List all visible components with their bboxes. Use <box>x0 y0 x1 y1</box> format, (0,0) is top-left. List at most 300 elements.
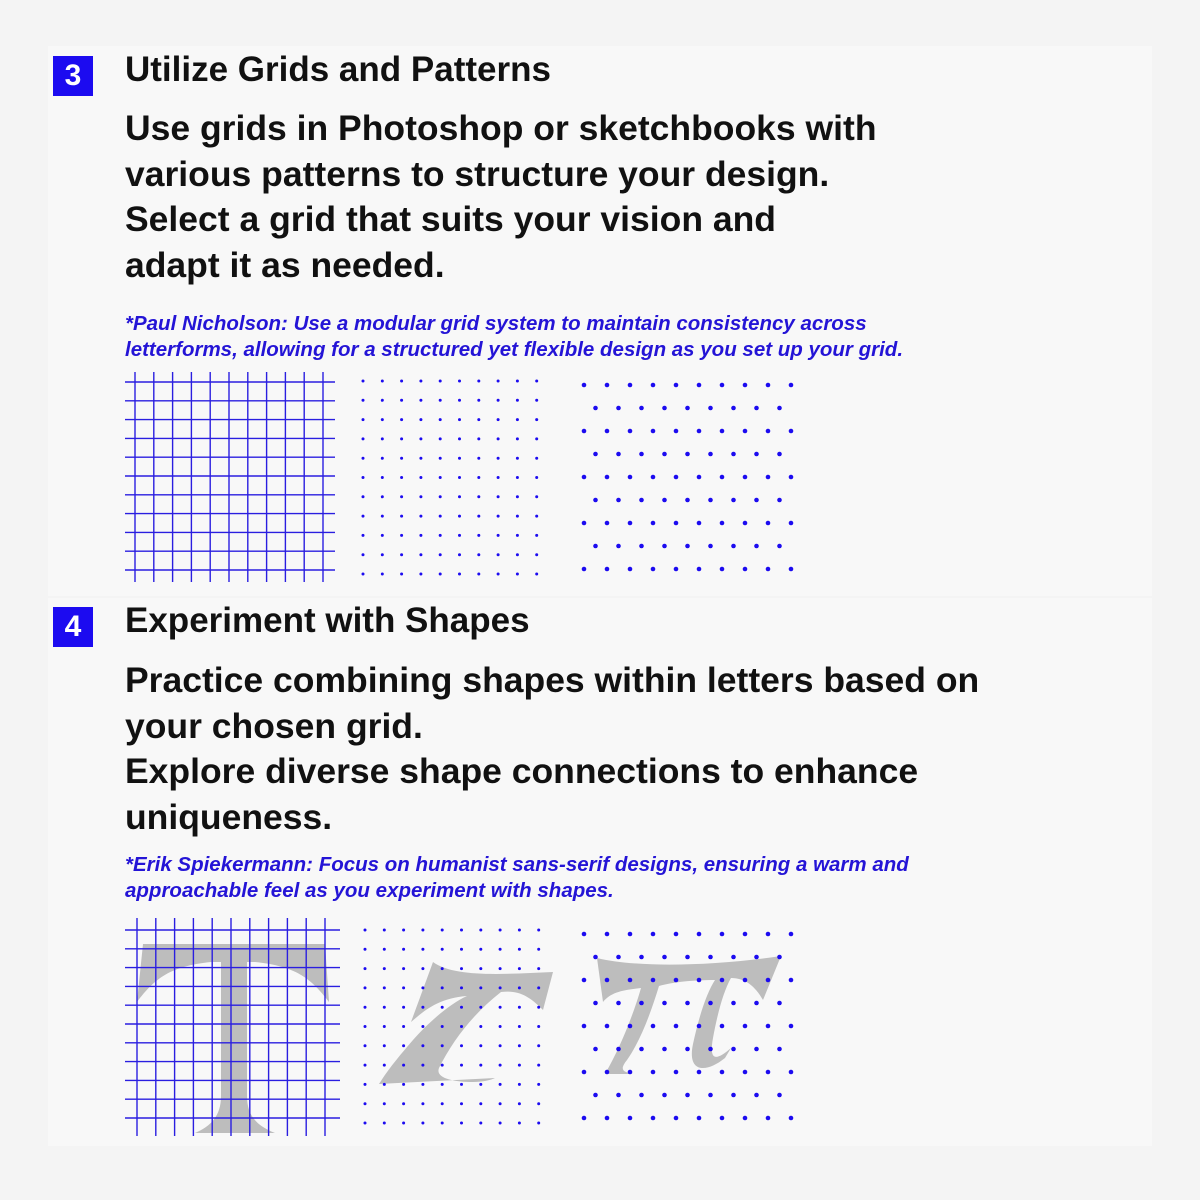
grid-dot <box>497 553 500 556</box>
grid-dot <box>499 1006 502 1009</box>
grid-dot <box>439 399 442 402</box>
grid-dot <box>458 495 461 498</box>
grid-dot <box>518 948 521 951</box>
grid-dot <box>516 534 519 537</box>
grid-dot <box>662 544 667 549</box>
grid-dot <box>460 1083 463 1086</box>
grid-dot <box>628 978 633 983</box>
grid-dot <box>697 1116 702 1121</box>
grid-dot <box>460 1122 463 1125</box>
grid-dot <box>364 986 367 989</box>
grid-dot <box>479 929 482 932</box>
section-heading: Utilize Grids and Patterns <box>125 50 551 89</box>
grid-dot <box>441 1025 444 1028</box>
grid-dot <box>651 475 656 480</box>
grid-dot <box>460 1102 463 1105</box>
grid-dot <box>479 1044 482 1047</box>
grid-dot <box>685 1047 690 1052</box>
expert-note <box>125 311 903 363</box>
grid-dot <box>402 1006 405 1009</box>
grid-dot <box>605 1116 610 1121</box>
grid-dot <box>535 437 538 440</box>
section-body <box>125 658 979 840</box>
grid-dot <box>497 399 500 402</box>
grid-dot <box>518 1006 521 1009</box>
grid-dot <box>518 1064 521 1067</box>
grid-dot <box>364 1064 367 1067</box>
grid-dot <box>458 573 461 576</box>
grid-dot <box>628 1116 633 1121</box>
grid-dot <box>720 932 725 937</box>
grid-dot <box>518 1102 521 1105</box>
grid-dot <box>383 1044 386 1047</box>
grid-dot <box>766 475 771 480</box>
grid-dot <box>720 521 725 526</box>
grid-dot <box>419 534 422 537</box>
grid-dot <box>708 1047 713 1052</box>
grid-dot <box>651 429 656 434</box>
grid-dot <box>458 418 461 421</box>
grid-dot <box>731 1093 736 1098</box>
grid-dot <box>662 1047 667 1052</box>
grid-dot <box>537 1025 540 1028</box>
grid-dot <box>400 534 403 537</box>
grid-dot <box>697 978 702 983</box>
grid-dot <box>674 429 679 434</box>
grid-dot <box>685 1093 690 1098</box>
grid-dot <box>458 399 461 402</box>
grid-dot <box>697 521 702 526</box>
grid-dot <box>535 573 538 576</box>
grid-dot <box>421 1025 424 1028</box>
grid-dot <box>419 437 422 440</box>
grid-dot <box>364 929 367 932</box>
grid-dot <box>651 567 656 572</box>
grid-dot <box>381 553 384 556</box>
grid-dot <box>789 1070 794 1075</box>
grid-dot <box>651 1024 656 1029</box>
grid-dot <box>383 1122 386 1125</box>
grid-dot <box>720 1070 725 1075</box>
grid-dot <box>497 534 500 537</box>
grid-dot <box>518 1025 521 1028</box>
grid-dot <box>789 521 794 526</box>
grid-dot <box>674 1024 679 1029</box>
grid-dot <box>364 1102 367 1105</box>
grid-dot <box>460 948 463 951</box>
grid-dot <box>605 1070 610 1075</box>
grid-dot <box>537 1102 540 1105</box>
grid-dot <box>651 1070 656 1075</box>
grid-dot <box>439 380 442 383</box>
grid-dot <box>754 1001 759 1006</box>
grid-dot <box>458 553 461 556</box>
grid-dot <box>383 1064 386 1067</box>
staggered-dot-grid-pattern <box>575 920 800 1135</box>
grid-dot <box>400 418 403 421</box>
grid-dot <box>497 437 500 440</box>
grid-dot <box>419 573 422 576</box>
grid-dot <box>383 929 386 932</box>
grid-dot <box>381 534 384 537</box>
grid-dot <box>439 476 442 479</box>
grid-dot <box>441 1064 444 1067</box>
grid-dot <box>381 437 384 440</box>
grid-dot <box>777 452 782 457</box>
grid-dot <box>582 521 587 526</box>
grid-dot <box>731 1001 736 1006</box>
grid-dot <box>720 978 725 983</box>
grid-dot <box>582 383 587 388</box>
grid-dot <box>421 1006 424 1009</box>
step-number-badge: 4 <box>53 607 93 647</box>
grid-dot <box>439 553 442 556</box>
grid-dot <box>535 399 538 402</box>
grid-dot <box>697 429 702 434</box>
grid-dot <box>400 553 403 556</box>
grid-dot <box>383 1025 386 1028</box>
grid-dot <box>364 1083 367 1086</box>
grid-dot <box>499 1064 502 1067</box>
grid-dot <box>535 476 538 479</box>
grid-dot <box>582 1070 587 1075</box>
grid-dot <box>518 1122 521 1125</box>
grid-dot <box>789 429 794 434</box>
grid-dot <box>708 452 713 457</box>
grid-dot <box>402 1122 405 1125</box>
grid-dot <box>460 929 463 932</box>
grid-dot <box>499 1102 502 1105</box>
grid-dot <box>400 495 403 498</box>
grid-dot <box>460 1064 463 1067</box>
grid-dot <box>708 406 713 411</box>
grid-dot <box>731 452 736 457</box>
grid-dot <box>458 457 461 460</box>
grid-dot <box>362 399 365 402</box>
grid-dot <box>537 1044 540 1047</box>
grid-dot <box>662 1001 667 1006</box>
grid-dot <box>419 553 422 556</box>
grid-dot <box>697 383 702 388</box>
grid-dot <box>616 544 621 549</box>
grid-dot <box>708 955 713 960</box>
grid-dot <box>419 418 422 421</box>
grid-dot <box>400 476 403 479</box>
grid-dot <box>477 495 480 498</box>
grid-dot <box>720 1024 725 1029</box>
grid-dot <box>516 476 519 479</box>
grid-dot <box>605 567 610 572</box>
grid-dot <box>628 475 633 480</box>
grid-dot <box>777 544 782 549</box>
grid-dot <box>516 495 519 498</box>
grid-dot <box>777 1047 782 1052</box>
grid-dot <box>477 515 480 518</box>
grid-dot <box>754 498 759 503</box>
grid-dot <box>616 1001 621 1006</box>
grid-dot <box>537 1083 540 1086</box>
grid-dot <box>674 475 679 480</box>
grid-dot <box>458 534 461 537</box>
grid-dot <box>479 1083 482 1086</box>
grid-dot <box>593 406 598 411</box>
grid-dot <box>720 475 725 480</box>
grid-dot <box>381 457 384 460</box>
grid-dot <box>731 544 736 549</box>
grid-dot <box>708 1001 713 1006</box>
grid-dot <box>537 1006 540 1009</box>
grid-dot <box>364 1006 367 1009</box>
grid-dot <box>499 948 502 951</box>
grid-dot <box>537 986 540 989</box>
grid-dot <box>419 380 422 383</box>
grid-dot <box>516 399 519 402</box>
grid-dot <box>362 380 365 383</box>
grid-dot <box>497 418 500 421</box>
grid-dot <box>402 986 405 989</box>
grid-dot <box>381 418 384 421</box>
grid-dot <box>789 475 794 480</box>
grid-dot <box>479 1006 482 1009</box>
grid-dot <box>720 383 725 388</box>
grid-dot <box>582 932 587 937</box>
grid-dot <box>582 1116 587 1121</box>
grid-dot <box>720 1116 725 1121</box>
grid-dot <box>685 544 690 549</box>
grid-dot <box>516 437 519 440</box>
grid-dot <box>697 1024 702 1029</box>
note-line: approachable feel as you experiment with shapes. <box>125 879 614 902</box>
body-line: Practice combining shapes within letters based on <box>125 660 980 700</box>
grid-dot <box>477 437 480 440</box>
grid-dot <box>497 380 500 383</box>
grid-dot <box>708 498 713 503</box>
grid-dot <box>777 498 782 503</box>
grid-dot <box>518 1044 521 1047</box>
grid-dot <box>381 573 384 576</box>
grid-dot <box>535 418 538 421</box>
grid-dot <box>651 932 656 937</box>
grid-dot <box>441 1083 444 1086</box>
grid-dot <box>616 1047 621 1052</box>
grid-dot <box>535 457 538 460</box>
grid-dot <box>518 929 521 932</box>
grid-dot <box>381 399 384 402</box>
grid-dot <box>421 1044 424 1047</box>
grid-dot <box>497 573 500 576</box>
grid-dot <box>458 515 461 518</box>
grid-dot <box>697 1070 702 1075</box>
grid-dot <box>535 515 538 518</box>
grid-dot <box>499 1122 502 1125</box>
grid-dot <box>497 495 500 498</box>
grid-dot <box>402 1083 405 1086</box>
grid-dot <box>777 955 782 960</box>
grid-dot <box>383 986 386 989</box>
grid-dot <box>582 475 587 480</box>
grid-dot <box>364 1044 367 1047</box>
grid-dot <box>421 1064 424 1067</box>
grid-dot <box>731 955 736 960</box>
grid-dot <box>731 498 736 503</box>
grid-dot <box>479 1122 482 1125</box>
grid-dot <box>497 515 500 518</box>
grid-dot <box>777 1093 782 1098</box>
grid-dot <box>639 1093 644 1098</box>
grid-dot <box>743 567 748 572</box>
grid-dot <box>400 399 403 402</box>
grid-dot <box>516 457 519 460</box>
grid-dot <box>479 967 482 970</box>
grid-dot <box>400 573 403 576</box>
grid-dot <box>743 429 748 434</box>
dot-grid-pattern <box>355 918 565 1133</box>
step-number-badge: 3 <box>53 56 93 96</box>
grid-dot <box>582 567 587 572</box>
grid-dot <box>499 967 502 970</box>
grid-dot <box>364 948 367 951</box>
grid-dot <box>639 498 644 503</box>
grid-dot <box>479 1102 482 1105</box>
grid-dot <box>421 929 424 932</box>
grid-dot <box>383 967 386 970</box>
grid-dot <box>616 955 621 960</box>
grid-dot <box>605 475 610 480</box>
grid-dot <box>743 383 748 388</box>
grid-dot <box>460 967 463 970</box>
grid-dot <box>754 544 759 549</box>
grid-dot <box>708 1093 713 1098</box>
grid-dot <box>383 1083 386 1086</box>
grid-dot <box>535 380 538 383</box>
grid-dot <box>743 521 748 526</box>
grid-dot <box>720 567 725 572</box>
grid-dot <box>362 515 365 518</box>
grid-dot <box>537 929 540 932</box>
grid-dot <box>777 406 782 411</box>
grid-dot <box>402 929 405 932</box>
grid-dot <box>582 429 587 434</box>
grid-dot <box>639 452 644 457</box>
grid-dot <box>766 932 771 937</box>
grid-dot <box>477 476 480 479</box>
grid-dot <box>743 1070 748 1075</box>
grid-dot <box>766 429 771 434</box>
grid-dot <box>383 1006 386 1009</box>
grid-dot <box>605 383 610 388</box>
grid-dot <box>789 978 794 983</box>
grid-dot <box>419 457 422 460</box>
grid-dot <box>499 1025 502 1028</box>
grid-dot <box>754 406 759 411</box>
grid-dot <box>628 429 633 434</box>
grid-dot <box>708 544 713 549</box>
grid-dot <box>685 498 690 503</box>
grid-dot <box>364 967 367 970</box>
grid-dot <box>460 1006 463 1009</box>
grid-dot <box>477 418 480 421</box>
grid-dot <box>439 573 442 576</box>
grid-dot <box>402 967 405 970</box>
grid-dot <box>743 1024 748 1029</box>
grid-dot <box>616 452 621 457</box>
grid-dot <box>516 418 519 421</box>
grid-dot <box>593 955 598 960</box>
grid-dot <box>651 383 656 388</box>
grid-dot <box>593 1047 598 1052</box>
grid-dot <box>674 383 679 388</box>
grid-dot <box>697 932 702 937</box>
grid-dot <box>766 1116 771 1121</box>
grid-dot <box>639 406 644 411</box>
grid-dot <box>743 932 748 937</box>
grid-dot <box>662 955 667 960</box>
grid-dot <box>662 452 667 457</box>
grid-dot <box>400 515 403 518</box>
grid-dot <box>628 1070 633 1075</box>
grid-dot <box>381 476 384 479</box>
body-line: adapt it as needed. <box>125 244 445 285</box>
grid-dot <box>441 986 444 989</box>
grid-dot <box>499 929 502 932</box>
grid-dot <box>400 457 403 460</box>
note-line: letterforms, allowing for a structured yet flexible design as you set up your grid. <box>125 338 904 361</box>
grid-dot <box>402 1025 405 1028</box>
grid-dot <box>458 437 461 440</box>
grid-dot <box>458 476 461 479</box>
grid-dot <box>535 534 538 537</box>
grid-dot <box>460 986 463 989</box>
grid-dot <box>362 476 365 479</box>
grid-dot <box>439 437 442 440</box>
grid-dot <box>419 399 422 402</box>
grid-dot <box>789 383 794 388</box>
grid-dot <box>383 948 386 951</box>
body-line: various patterns to structure your design. <box>125 153 830 194</box>
grid-dot <box>674 567 679 572</box>
grid-dot <box>743 978 748 983</box>
grid-dot <box>685 406 690 411</box>
grid-dot <box>685 955 690 960</box>
grid-dot <box>593 544 598 549</box>
grid-dot <box>731 1047 736 1052</box>
grid-dot <box>593 498 598 503</box>
grid-dot <box>754 955 759 960</box>
grid-dot <box>754 1093 759 1098</box>
grid-dot <box>628 383 633 388</box>
grid-dot <box>499 1083 502 1086</box>
grid-dot <box>662 498 667 503</box>
grid-dot <box>400 437 403 440</box>
expert-note <box>125 852 909 904</box>
grid-dot <box>477 534 480 537</box>
grid-dot <box>477 573 480 576</box>
grid-dot <box>364 1025 367 1028</box>
grid-dot <box>421 1122 424 1125</box>
grid-dot <box>458 380 461 383</box>
grid-dot <box>789 1024 794 1029</box>
grid-dot <box>421 948 424 951</box>
line-grid-pattern <box>125 918 340 1136</box>
grid-dot <box>479 948 482 951</box>
grid-dot <box>674 1070 679 1075</box>
grid-dot <box>731 406 736 411</box>
grid-dot <box>402 1064 405 1067</box>
grid-dot <box>628 521 633 526</box>
grid-dot <box>697 475 702 480</box>
grid-dot <box>518 986 521 989</box>
grid-dot <box>419 476 422 479</box>
